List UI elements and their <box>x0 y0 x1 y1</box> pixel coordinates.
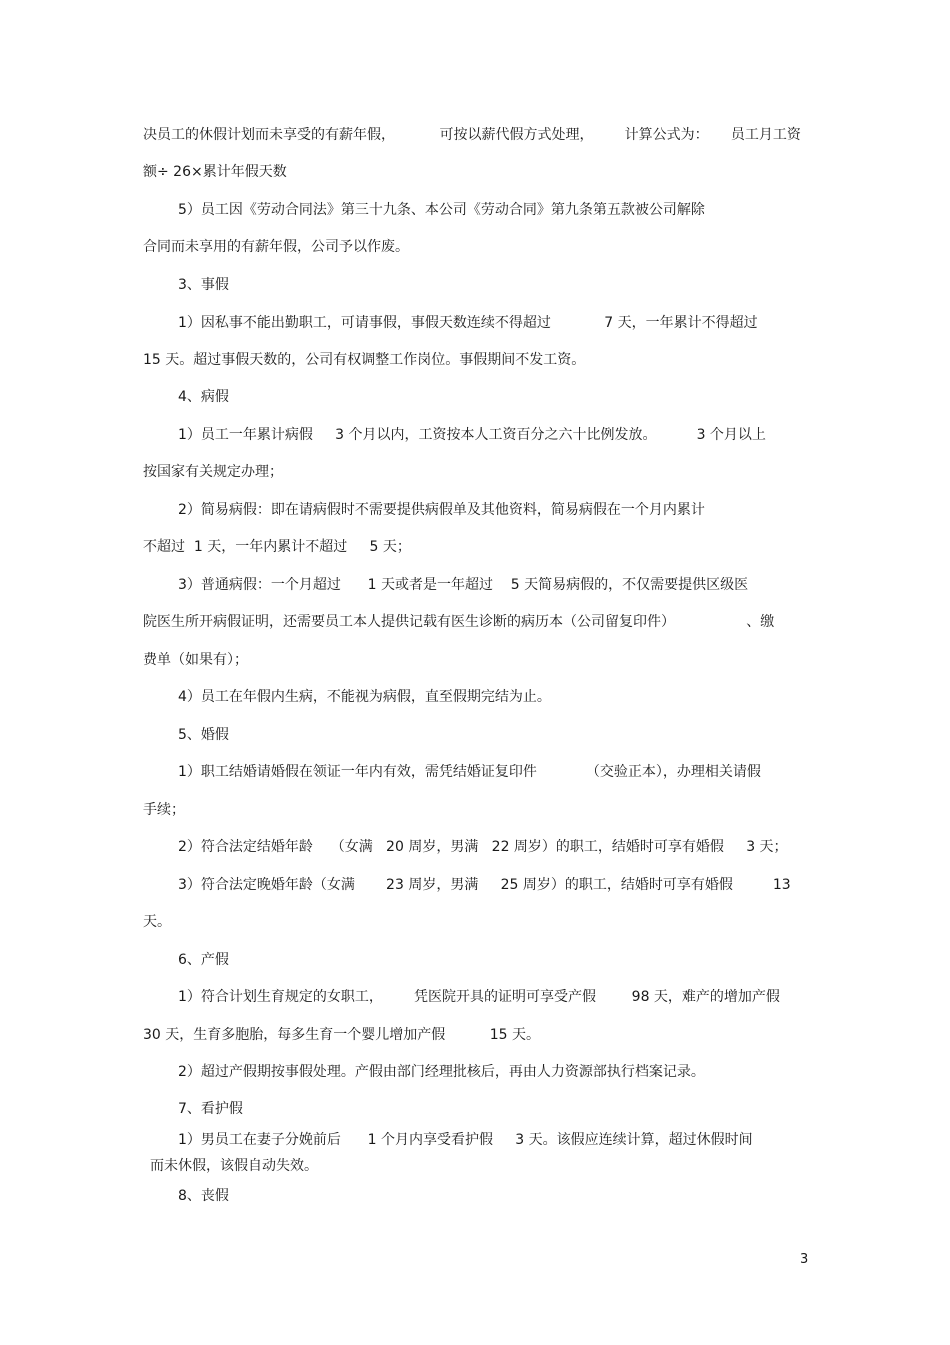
text-line: 不超过 1 天，一年内累计不超过 5 天； <box>143 539 411 555</box>
text-line: 天。 <box>143 914 171 930</box>
text-line: 1）符合计划生育规定的女职工， 凭医院开具的证明可享受产假 98 天，难产的增加产假 <box>178 989 780 1005</box>
text-line: 30 天，生育多胞胎，每多生育一个婴儿增加产假 15 天。 <box>143 1027 541 1043</box>
text-line: 2）符合法定结婚年龄 （女满 20 周岁，男满 22 周岁）的职工，结婚时可享有婚假 3 天； <box>178 839 788 855</box>
text-line: 院医生所开病假证明，还需要员工本人提供记载有医生诊断的病历本（公司留复印件） 、缴 <box>143 614 775 630</box>
text-line: 额÷ 26×累计年假天数 <box>143 164 287 180</box>
section-heading: 4、病假 <box>178 389 229 405</box>
section-heading: 6、产假 <box>178 952 229 968</box>
text-line: 3）符合法定晚婚年龄（女满 23 周岁，男满 25 周岁）的职工，结婚时可享有婚假 13 <box>178 877 791 893</box>
text-line: 决员工的休假计划而未享受的有薪年假， 可按以薪代假方式处理， 计算公式为： 员工月工资 <box>143 127 801 143</box>
section-heading: 7、看护假 <box>178 1101 243 1117</box>
text-line: 2）简易病假：即在请病假时不需要提供病假单及其他资料，简易病假在一个月内累计 <box>178 502 705 518</box>
section-heading: 3、事假 <box>178 277 229 293</box>
text-line: 而未休假，该假自动失效。 <box>150 1158 318 1174</box>
text-line: 2）超过产假期按事假处理。产假由部门经理批核后，再由人力资源部执行档案记录。 <box>178 1064 705 1080</box>
section-heading: 5、婚假 <box>178 727 229 743</box>
text-line: 合同而未享用的有薪年假，公司予以作废。 <box>143 239 409 255</box>
text-line: 15 天。超过事假天数的，公司有权调整工作岗位。事假期间不发工资。 <box>143 352 586 368</box>
page-number: 3 <box>800 1252 809 1267</box>
text-line: 费单（如果有）； <box>143 652 248 668</box>
text-line: 1）因私事不能出勤职工，可请事假，事假天数连续不得超过 7 天，一年累计不得超过 <box>178 315 758 331</box>
text-line: 1）员工一年累计病假 3 个月以内，工资按本人工资百分之六十比例发放。 3 个月以上 <box>178 427 766 443</box>
text-line: 3）普通病假：一个月超过 1 天或者是一年超过 5 天简易病假的，不仅需要提供区级医 <box>178 577 749 593</box>
text-line: 手续； <box>143 802 185 818</box>
text-line: 按国家有关规定办理； <box>143 464 283 480</box>
text-line: 5）员工因《劳动合同法》第三十九条、本公司《劳动合同》第九条第五款被公司解除 <box>178 202 705 218</box>
text-line: 4）员工在年假内生病，不能视为病假，直至假期完结为止。 <box>178 689 551 705</box>
section-heading: 8、丧假 <box>178 1188 229 1204</box>
text-line: 1）男员工在妻子分娩前后 1 个月内享受看护假 3 天。该假应连续计算，超过休假时间 <box>178 1132 753 1148</box>
text-line: 1）职工结婚请婚假在领证一年内有效，需凭结婚证复印件 （交验正本），办理相关请假 <box>178 764 761 780</box>
